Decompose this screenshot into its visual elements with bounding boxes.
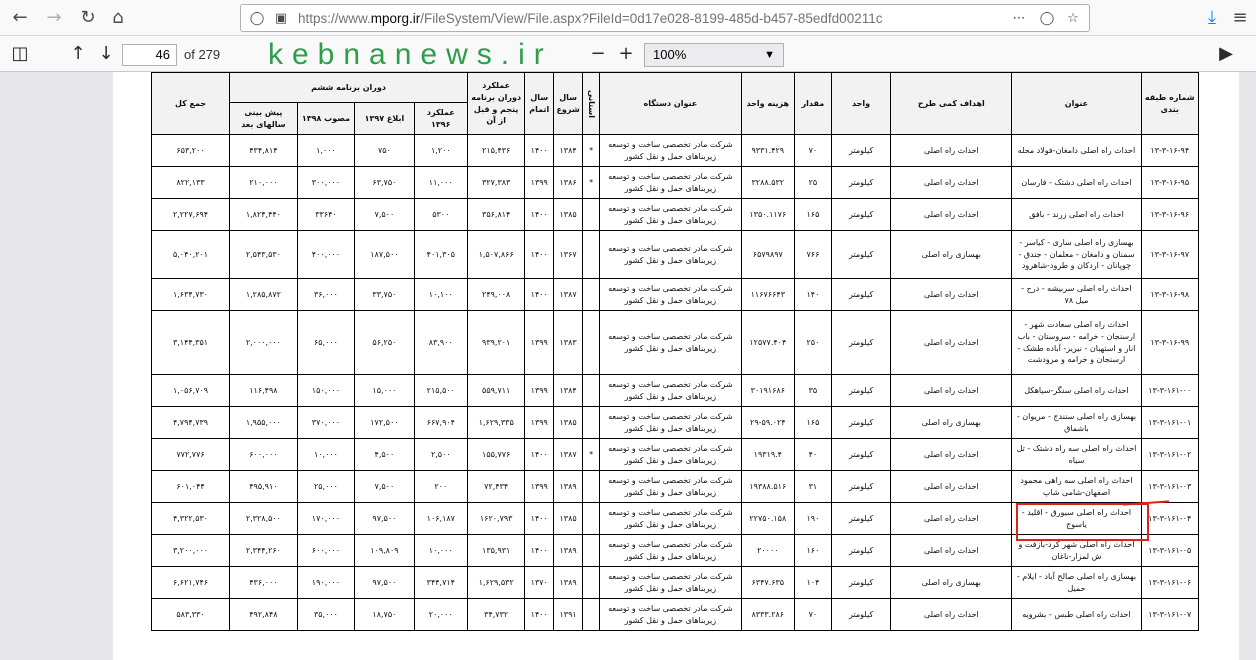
cell-amount: ۱۶۵ bbox=[794, 199, 831, 231]
cell-prov bbox=[583, 407, 600, 439]
cell-p98: ۳۷۰,۰۰۰ bbox=[297, 407, 354, 439]
cell-unit: کیلومتر bbox=[831, 231, 890, 279]
cell-prov bbox=[583, 279, 600, 311]
cell-total: ۶۵۳,۲۰۰ bbox=[152, 135, 230, 167]
cell-p98: ۱۹۰,۰۰۰ bbox=[297, 567, 354, 599]
cell-agency: شرکت مادر تخصصی ساخت و توسعه زیربناهای حمل و نقل کشور bbox=[600, 599, 742, 631]
table-row bbox=[152, 567, 1199, 599]
cell-agency: شرکت مادر تخصصی ساخت و توسعه زیربناهای حمل و نقل کشور bbox=[600, 167, 742, 199]
cell-amount: ۱۶۵ bbox=[794, 407, 831, 439]
cell-prov: * bbox=[583, 135, 600, 167]
cell-total: ۵,۰۴۰,۲۰۱ bbox=[152, 231, 230, 279]
cell-agency: شرکت مادر تخصصی ساخت و توسعه زیربناهای حمل و نقل کشور bbox=[600, 199, 742, 231]
cell-fut: ۱,۸۲۴,۴۴۰ bbox=[230, 199, 298, 231]
cell-prov bbox=[583, 535, 600, 567]
watermark-text: kebnanews.ir bbox=[268, 38, 553, 71]
cell-code: ۱۳-۳-۱۶-۹۶ bbox=[1141, 199, 1198, 231]
cell-code: ۱۳-۳-۱۶۱-۰۵ bbox=[1141, 535, 1198, 567]
cell-amount: ۳۵ bbox=[794, 375, 831, 407]
cell-fut: ۴۳۶,۰۰۰ bbox=[230, 567, 298, 599]
cell-p96: ۱۰۶,۱۸۷ bbox=[414, 503, 467, 535]
cell-prov bbox=[583, 199, 600, 231]
cell-unit-cost: ۱۹۳۱۹.۴ bbox=[741, 439, 794, 471]
cell-unit: کیلومتر bbox=[831, 503, 890, 535]
cell-unit-cost: ۱۹۳۸۸.۵۱۶ bbox=[741, 471, 794, 503]
cell-p98: ۴۰۰,۰۰۰ bbox=[297, 231, 354, 279]
cell-total: ۱,۶۳۴,۷۳۰ bbox=[152, 279, 230, 311]
cell-total: ۵۸۳,۳۳۰ bbox=[152, 599, 230, 631]
page-count: of 279 bbox=[184, 47, 221, 62]
cell-p96: ۵۳۰۰ bbox=[414, 199, 467, 231]
cell-title: احداث راه اصلی دامغان-فولاد محله bbox=[1012, 135, 1141, 167]
bookmark-star-icon[interactable]: ☆ bbox=[1067, 11, 1079, 26]
cell-p5: ۱۵۵,۷۷۶ bbox=[467, 439, 524, 471]
cell-unit: کیلومتر bbox=[831, 279, 890, 311]
pocket-icon[interactable]: ◯ bbox=[1039, 11, 1055, 26]
cell-amount: ۷۰ bbox=[794, 135, 831, 167]
cell-unit: کیلومتر bbox=[831, 375, 890, 407]
cell-agency: شرکت مادر تخصصی ساخت و توسعه زیربناهای حمل و نقل کشور bbox=[600, 503, 742, 535]
table-row bbox=[152, 279, 1199, 311]
cell-agency: شرکت مادر تخصصی ساخت و توسعه زیربناهای حمل و نقل کشور bbox=[600, 535, 742, 567]
cell-start: ۱۳۸۴ bbox=[554, 135, 583, 167]
cell-end: ۱۴۰۰ bbox=[525, 199, 554, 231]
cell-unit: کیلومتر bbox=[831, 567, 890, 599]
table-row bbox=[152, 375, 1199, 407]
cell-title: احداث راه اصلی سه راهی محمود اصفهان-شامی شاپ bbox=[1012, 471, 1141, 503]
header-sixth-plan: دوران برنامه ششم bbox=[230, 73, 468, 103]
next-page-icon[interactable]: ↓ bbox=[98, 43, 114, 64]
cell-p97: ۱۷۲,۵۰۰ bbox=[355, 407, 414, 439]
cell-title: بهسازی راه اصلی سنندج - مریوان - باشماق bbox=[1012, 407, 1141, 439]
cell-title: احداث راه اصلی دشتک - فارسان bbox=[1012, 167, 1141, 199]
cell-p97: ۷,۵۰۰ bbox=[355, 199, 414, 231]
table-row bbox=[152, 167, 1199, 199]
cell-end: ۱۳۷۰ bbox=[525, 567, 554, 599]
cell-title: احداث راه اصلی سیورق - اقلید - یاسوج bbox=[1012, 503, 1141, 535]
cell-amount: ۷۶۶ bbox=[794, 231, 831, 279]
cell-start: ۱۳۸۷ bbox=[554, 279, 583, 311]
cell-start: ۱۳۸۵ bbox=[554, 503, 583, 535]
cell-p97: ۷۵۰ bbox=[355, 135, 414, 167]
cell-end: ۱۴۰۰ bbox=[525, 503, 554, 535]
cell-code: ۱۳-۳-۱۶-۹۸ bbox=[1141, 279, 1198, 311]
cell-p97: ۴,۵۰۰ bbox=[355, 439, 414, 471]
cell-start: ۱۳۸۳ bbox=[554, 311, 583, 375]
cell-goals: بهسازی راه اصلی bbox=[891, 567, 1012, 599]
shield-icon[interactable]: ◯ bbox=[249, 11, 265, 26]
downloads-icon[interactable]: ⤓ bbox=[1208, 7, 1216, 28]
cell-p98: ۳۰۰,۰۰۰ bbox=[297, 167, 354, 199]
cell-unit: کیلومتر bbox=[831, 471, 890, 503]
cell-total: ۷۷۲,۷۷۶ bbox=[152, 439, 230, 471]
red-highlight-box bbox=[1016, 503, 1149, 541]
cell-prov bbox=[583, 311, 600, 375]
cell-total: ۱,۰۵۶,۷۰۹ bbox=[152, 375, 230, 407]
header-end-year: سال اتمام bbox=[525, 73, 554, 135]
header-perf-1396: عملکرد ۱۳۹۶ bbox=[414, 103, 467, 135]
cell-amount: ۳۱ bbox=[794, 471, 831, 503]
cell-start: ۱۳۸۷ bbox=[554, 439, 583, 471]
cell-agency: شرکت مادر تخصصی ساخت و توسعه زیربناهای حمل و نقل کشور bbox=[600, 279, 742, 311]
cell-p5: ۳۵۶,۸۱۴ bbox=[467, 199, 524, 231]
table-row bbox=[152, 471, 1199, 503]
cell-end: ۱۳۹۹ bbox=[525, 407, 554, 439]
cell-code: ۱۳-۳-۱۶۱-۰۲ bbox=[1141, 439, 1198, 471]
cell-p5: ۱۳۵,۹۳۱ bbox=[467, 535, 524, 567]
cell-agency: شرکت مادر تخصصی ساخت و توسعه زیربناهای حمل و نقل کشور bbox=[600, 567, 742, 599]
header-title: عنوان bbox=[1012, 73, 1141, 135]
header-start-year: سال شروع bbox=[554, 73, 583, 135]
cell-p98: ۱,۰۰۰ bbox=[297, 135, 354, 167]
cell-p96: ۶۶۷,۹۰۴ bbox=[414, 407, 467, 439]
cell-goals: احداث راه اصلی bbox=[891, 471, 1012, 503]
previous-page-icon[interactable]: ↑ bbox=[70, 43, 86, 64]
cell-p98: ۶۰۰,۰۰۰ bbox=[297, 535, 354, 567]
header-amount: مقدار bbox=[794, 73, 831, 135]
cell-end: ۱۴۰۰ bbox=[525, 279, 554, 311]
cell-amount: ۱۶۰ bbox=[794, 535, 831, 567]
cell-goals: بهسازی راه اصلی bbox=[891, 231, 1012, 279]
cell-fut: ۱۱۶,۴۹۸ bbox=[230, 375, 298, 407]
cell-p96: ۳۴۴,۷۱۴ bbox=[414, 567, 467, 599]
cell-unit-cost: ۸۳۳۳.۲۸۶ bbox=[741, 599, 794, 631]
cell-agency: شرکت مادر تخصصی ساخت و توسعه زیربناهای حمل و نقل کشور bbox=[600, 231, 742, 279]
back-arrow-icon[interactable]: ← bbox=[12, 7, 28, 28]
browser-toolbar bbox=[0, 0, 1256, 36]
cell-end: ۱۴۰۰ bbox=[525, 535, 554, 567]
cell-p5: ۷۲,۴۳۴ bbox=[467, 471, 524, 503]
cell-p5: ۵۵۹,۷۱۱ bbox=[467, 375, 524, 407]
header-unit: واحد bbox=[831, 73, 890, 135]
header-notif-1397: ابلاغ ۱۳۹۷ bbox=[355, 103, 414, 135]
cell-amount: ۷۰ bbox=[794, 599, 831, 631]
cell-prov bbox=[583, 231, 600, 279]
cell-p5: ۹۳۹,۲۰۱ bbox=[467, 311, 524, 375]
cell-fut: ۲,۵۴۳,۵۳۰ bbox=[230, 231, 298, 279]
cell-total: ۸۲۲,۱۳۳ bbox=[152, 167, 230, 199]
cell-end: ۱۳۹۹ bbox=[525, 311, 554, 375]
header-total: جمع کل bbox=[152, 73, 230, 135]
pdf-viewer[interactable] bbox=[0, 72, 1256, 660]
cell-start: ۱۳۶۷ bbox=[554, 231, 583, 279]
cell-code: ۱۳-۳-۱۶۱-۰۰ bbox=[1141, 375, 1198, 407]
zoom-select[interactable] bbox=[644, 43, 784, 67]
header-code: شماره طبقه بندی bbox=[1141, 73, 1198, 135]
cell-unit: کیلومتر bbox=[831, 407, 890, 439]
header-unit-cost: هزینه واحد bbox=[741, 73, 794, 135]
cell-goals: بهسازی راه اصلی bbox=[891, 407, 1012, 439]
cell-p97: ۱۸۷,۵۰۰ bbox=[355, 231, 414, 279]
cell-p98: ۱۵۰,۰۰۰ bbox=[297, 375, 354, 407]
cell-unit-cost: ۲۹-۵۹.۰۲۴ bbox=[741, 407, 794, 439]
cell-prov bbox=[583, 599, 600, 631]
cell-fut: ۲,۳۲۸,۵۰۰ bbox=[230, 503, 298, 535]
cell-p96: ۲۰۰ bbox=[414, 471, 467, 503]
cell-p96: ۲,۵۰۰ bbox=[414, 439, 467, 471]
cell-end: ۱۴۰۰ bbox=[525, 135, 554, 167]
cell-total: ۶,۶۲۱,۷۴۶ bbox=[152, 567, 230, 599]
cell-prov bbox=[583, 375, 600, 407]
cell-unit-cost: ۹۳۳۱.۴۲۹ bbox=[741, 135, 794, 167]
cell-p97: ۱۵,۰۰۰ bbox=[355, 375, 414, 407]
cell-p97: ۹۷,۵۰۰ bbox=[355, 503, 414, 535]
cell-p98: ۲۵,۰۰۰ bbox=[297, 471, 354, 503]
menu-icon[interactable]: ≡ bbox=[1232, 7, 1248, 28]
cell-fut: ۱,۹۵۵,۰۰۰ bbox=[230, 407, 298, 439]
cell-p5: ۱۶۲۰,۷۹۳ bbox=[467, 503, 524, 535]
header-performance-5th: عملکرد دوران برنامه پنجم و قبل از آن bbox=[467, 73, 524, 135]
cell-unit: کیلومتر bbox=[831, 535, 890, 567]
cell-code: ۱۳-۳-۱۶۱-۰۳ bbox=[1141, 471, 1198, 503]
cell-end: ۱۳۹۹ bbox=[525, 471, 554, 503]
cell-unit: کیلومتر bbox=[831, 599, 890, 631]
table-row bbox=[152, 439, 1199, 471]
cell-agency: شرکت مادر تخصصی ساخت و توسعه زیربناهای حمل و نقل کشور bbox=[600, 311, 742, 375]
cell-goals: احداث راه اصلی bbox=[891, 167, 1012, 199]
url-text[interactable]: https://www.mporg.ir/FileSystem/View/File.aspx?FileId=0d17e028-8199-485d-b457-85edfd00211c bbox=[298, 11, 883, 26]
cell-code: ۱۳-۳-۱۶-۹۴ bbox=[1141, 135, 1198, 167]
cell-fut: ۲,۰۰۰,۰۰۰ bbox=[230, 311, 298, 375]
cell-p97: ۹۷,۵۰۰ bbox=[355, 567, 414, 599]
cell-unit-cost: ۱۲۵۷۷.۴۰۴ bbox=[741, 311, 794, 375]
cell-end: ۱۳۹۹ bbox=[525, 375, 554, 407]
cell-agency: شرکت مادر تخصصی ساخت و توسعه زیربناهای حمل و نقل کشور bbox=[600, 471, 742, 503]
cell-start: ۱۳۹۱ bbox=[554, 599, 583, 631]
cell-start: ۱۳۸۶ bbox=[554, 167, 583, 199]
forward-arrow-icon[interactable]: → bbox=[46, 7, 62, 28]
cell-fut: ۴۹۵,۹۱۰ bbox=[230, 471, 298, 503]
table-row bbox=[152, 199, 1199, 231]
cell-code: ۱۳-۳-۱۶-۹۵ bbox=[1141, 167, 1198, 199]
cell-agency: شرکت مادر تخصصی ساخت و توسعه زیربناهای حمل و نقل کشور bbox=[600, 439, 742, 471]
cell-amount: ۱۰۴ bbox=[794, 567, 831, 599]
cell-p98: ۳۶,۰۰۰ bbox=[297, 279, 354, 311]
lock-icon[interactable]: ▣ bbox=[274, 11, 288, 26]
cell-total: ۳,۲۰۰,۰۰۰ bbox=[152, 535, 230, 567]
cell-p5: ۳۴,۷۳۲ bbox=[467, 599, 524, 631]
cell-p97: ۵۶,۲۵۰ bbox=[355, 311, 414, 375]
cell-p98: ۱۷۰,۰۰۰ bbox=[297, 503, 354, 535]
table-row bbox=[152, 135, 1199, 167]
cell-p96: ۱۰,۰۰۰ bbox=[414, 535, 467, 567]
cell-amount: ۱۴۰ bbox=[794, 279, 831, 311]
cell-prov: * bbox=[583, 167, 600, 199]
chevron-down-icon: ▼ bbox=[764, 49, 775, 61]
cell-prov: * bbox=[583, 439, 600, 471]
cell-p5: ۱,۶۲۹,۳۳۵ bbox=[467, 407, 524, 439]
cell-unit-cost: ۲۰۰۰۰ bbox=[741, 535, 794, 567]
cell-unit-cost: ۳۰۱۹۱۶۸۶ bbox=[741, 375, 794, 407]
cell-fut: ۲,۳۴۴,۲۶۰ bbox=[230, 535, 298, 567]
cell-title: بهسازی راه اصلی ساری - کیاسر - سمنان و دامغان - معلمان - جندق - چوپانان - اردکان و طرود-شاهرود bbox=[1012, 231, 1141, 279]
cell-unit-cost: ۳۲۸۸.۵۳۲ bbox=[741, 167, 794, 199]
home-icon[interactable]: ⌂ bbox=[112, 7, 124, 28]
cell-goals: احداث راه اصلی bbox=[891, 535, 1012, 567]
cell-fut: ۶۰۰,۰۰۰ bbox=[230, 439, 298, 471]
cell-unit-cost: ۶۳۴۷.۶۳۵ bbox=[741, 567, 794, 599]
cell-prov bbox=[583, 567, 600, 599]
cell-goals: احداث راه اصلی bbox=[891, 199, 1012, 231]
zoom-in-icon[interactable]: + bbox=[618, 43, 634, 64]
url-bar[interactable] bbox=[240, 4, 1090, 32]
cell-agency: شرکت مادر تخصصی ساخت و توسعه زیربناهای حمل و نقل کشور bbox=[600, 375, 742, 407]
cell-p5: ۳۲۷,۳۸۳ bbox=[467, 167, 524, 199]
reload-icon[interactable]: ↻ bbox=[80, 7, 96, 28]
cell-title: احداث راه اصلی سه راه دشتک - تل سیاه bbox=[1012, 439, 1141, 471]
table-row bbox=[152, 407, 1199, 439]
zoom-value: 100% bbox=[653, 47, 687, 62]
table-row bbox=[152, 311, 1199, 375]
cell-unit: کیلومتر bbox=[831, 311, 890, 375]
cell-total: ۴,۳۲۲,۵۳۰ bbox=[152, 503, 230, 535]
cell-code: ۱۳-۳-۱۶-۹۷ bbox=[1141, 231, 1198, 279]
cell-prov bbox=[583, 503, 600, 535]
cell-amount: ۲۵ bbox=[794, 167, 831, 199]
cell-p98: ۳۵,۰۰۰ bbox=[297, 599, 354, 631]
cell-unit-cost: ۱۱۶۷۶۶۴۳ bbox=[741, 279, 794, 311]
cell-unit-cost: ۲۲۷۵۰.۱۵۸ bbox=[741, 503, 794, 535]
cell-p97: ۷,۵۰۰ bbox=[355, 471, 414, 503]
header-forecast: پیش بینی سالهای بعد bbox=[230, 103, 298, 135]
header-provincial: استانی bbox=[583, 73, 600, 135]
cell-title: احداث راه اصلی طبس - بشرویه bbox=[1012, 599, 1141, 631]
cell-p5: ۲۴۹,۰۰۸ bbox=[467, 279, 524, 311]
cell-prov bbox=[583, 471, 600, 503]
cell-total: ۴,۷۹۴,۷۳۹ bbox=[152, 407, 230, 439]
cell-p96: ۴۰۱,۳۰۵ bbox=[414, 231, 467, 279]
cell-p97: ۶۳,۷۵۰ bbox=[355, 167, 414, 199]
header-goals: اهداف کمی طرح bbox=[891, 73, 1012, 135]
cell-p5: ۲۱۵,۴۳۶ bbox=[467, 135, 524, 167]
cell-p5: ۱,۵۰۷,۸۶۶ bbox=[467, 231, 524, 279]
cell-start: ۱۳۸۹ bbox=[554, 535, 583, 567]
cell-title: احداث راه اصلی شهر کرد-بازفت و ش لمزار-ناغان bbox=[1012, 535, 1141, 567]
cell-code: ۱۳-۳-۱۶-۹۹ bbox=[1141, 311, 1198, 375]
cell-fut: ۲۱۰,۰۰۰ bbox=[230, 167, 298, 199]
cell-p97: ۱۰۹,۸۰۹ bbox=[355, 535, 414, 567]
table-row bbox=[152, 231, 1199, 279]
cell-title: احداث راه اصلی سنگر-سیاهکل bbox=[1012, 375, 1141, 407]
cell-p96: ۲۱۵,۵۰۰ bbox=[414, 375, 467, 407]
cell-unit-cost: ۱۳۵۰.۱۱۷۶ bbox=[741, 199, 794, 231]
cell-fut: ۱,۲۸۵,۸۷۲ bbox=[230, 279, 298, 311]
cell-code: ۱۳-۳-۱۶۱-۰۷ bbox=[1141, 599, 1198, 631]
cell-code: ۱۳-۳-۱۶۱-۰۶ bbox=[1141, 567, 1198, 599]
cell-start: ۱۳۸۵ bbox=[554, 407, 583, 439]
cell-amount: ۴۰ bbox=[794, 439, 831, 471]
cell-p96: ۸۳,۹۰۰ bbox=[414, 311, 467, 375]
cell-title: احداث راه اصلی سعادت شهر - ارسنجان - خرامه - سروستان - باب انار و استهبان - نیریز- آباده طشک - ارسنجان و خرامه و مرودشت bbox=[1012, 311, 1141, 375]
cell-code: ۱۳-۳-۱۶۱-۰۴ bbox=[1141, 503, 1198, 535]
header-agency: عنوان دستگاه bbox=[600, 73, 742, 135]
cell-goals: احداث راه اصلی bbox=[891, 503, 1012, 535]
cell-p96: ۱,۲۰۰ bbox=[414, 135, 467, 167]
cell-p98: ۶۵,۰۰۰ bbox=[297, 311, 354, 375]
cell-p96: ۲۰,۰۰۰ bbox=[414, 599, 467, 631]
zoom-out-icon[interactable]: − bbox=[590, 43, 606, 64]
cell-goals: احداث راه اصلی bbox=[891, 439, 1012, 471]
cell-total: ۳,۱۴۴,۳۵۱ bbox=[152, 311, 230, 375]
cell-goals: احداث راه اصلی bbox=[891, 599, 1012, 631]
cell-end: ۱۴۰۰ bbox=[525, 599, 554, 631]
cell-start: ۱۳۸۴ bbox=[554, 375, 583, 407]
cell-fut: ۴۳۴,۸۱۴ bbox=[230, 135, 298, 167]
cell-end: ۱۴۰۰ bbox=[525, 439, 554, 471]
header-approved-1398: مصوب ۱۳۹۸ bbox=[297, 103, 354, 135]
cell-total: ۶۰۱,۰۴۴ bbox=[152, 471, 230, 503]
cell-title: بهسازی راه اصلی صالح آباد - ایلام - حمیل bbox=[1012, 567, 1141, 599]
cell-goals: احداث راه اصلی bbox=[891, 311, 1012, 375]
cell-start: ۱۳۸۹ bbox=[554, 471, 583, 503]
cell-p97: ۱۸,۷۵۰ bbox=[355, 599, 414, 631]
pdf-page bbox=[113, 72, 1239, 660]
cell-p96: ۱۱,۰۰۰ bbox=[414, 167, 467, 199]
cell-p98: ۳۳۶۴۰ bbox=[297, 199, 354, 231]
page-number-input[interactable]: 46 bbox=[122, 44, 177, 66]
cell-p97: ۳۳,۷۵۰ bbox=[355, 279, 414, 311]
cell-p98: ۱۰,۰۰۰ bbox=[297, 439, 354, 471]
cell-title: احداث راه اصلی زرند - بافق bbox=[1012, 199, 1141, 231]
cell-code: ۱۳-۳-۱۶۱-۰۱ bbox=[1141, 407, 1198, 439]
cell-start: ۱۳۸۹ bbox=[554, 567, 583, 599]
cell-goals: احداث راه اصلی bbox=[891, 135, 1012, 167]
table-row bbox=[152, 599, 1199, 631]
cell-goals: احداث راه اصلی bbox=[891, 375, 1012, 407]
cell-goals: احداث راه اصلی bbox=[891, 279, 1012, 311]
cell-amount: ۲۵۰ bbox=[794, 311, 831, 375]
page-actions-icon[interactable]: ⋯ bbox=[1012, 11, 1026, 26]
sidebar-toggle-icon[interactable]: ◫ bbox=[11, 43, 29, 64]
budget-table bbox=[151, 72, 1199, 631]
cell-p96: ۱۰,۱۰۰ bbox=[414, 279, 467, 311]
cell-unit: کیلومتر bbox=[831, 199, 890, 231]
cell-agency: شرکت مادر تخصصی ساخت و توسعه زیربناهای حمل و نقل کشور bbox=[600, 407, 742, 439]
cell-unit-cost: ۶۵۷۹۸۹۷ bbox=[741, 231, 794, 279]
pdf-toolbar bbox=[0, 36, 1256, 72]
cell-agency: شرکت مادر تخصصی ساخت و توسعه زیربناهای حمل و نقل کشور bbox=[600, 135, 742, 167]
cell-unit: کیلومتر bbox=[831, 167, 890, 199]
cell-start: ۱۳۸۵ bbox=[554, 199, 583, 231]
cell-end: ۱۴۰۰ bbox=[525, 231, 554, 279]
presentation-mode-icon[interactable]: ▶ bbox=[1219, 43, 1233, 64]
cell-title: احداث راه اصلی سربیشه - درح - میل ۷۸ bbox=[1012, 279, 1141, 311]
cell-end: ۱۳۹۹ bbox=[525, 167, 554, 199]
cell-total: ۲,۲۲۷,۶۹۴ bbox=[152, 199, 230, 231]
cell-unit: کیلومتر bbox=[831, 439, 890, 471]
cell-unit: کیلومتر bbox=[831, 135, 890, 167]
cell-amount: ۱۹۰ bbox=[794, 503, 831, 535]
cell-p5: ۱,۶۲۹,۵۳۲ bbox=[467, 567, 524, 599]
cell-fut: ۴۹۲,۸۴۸ bbox=[230, 599, 298, 631]
